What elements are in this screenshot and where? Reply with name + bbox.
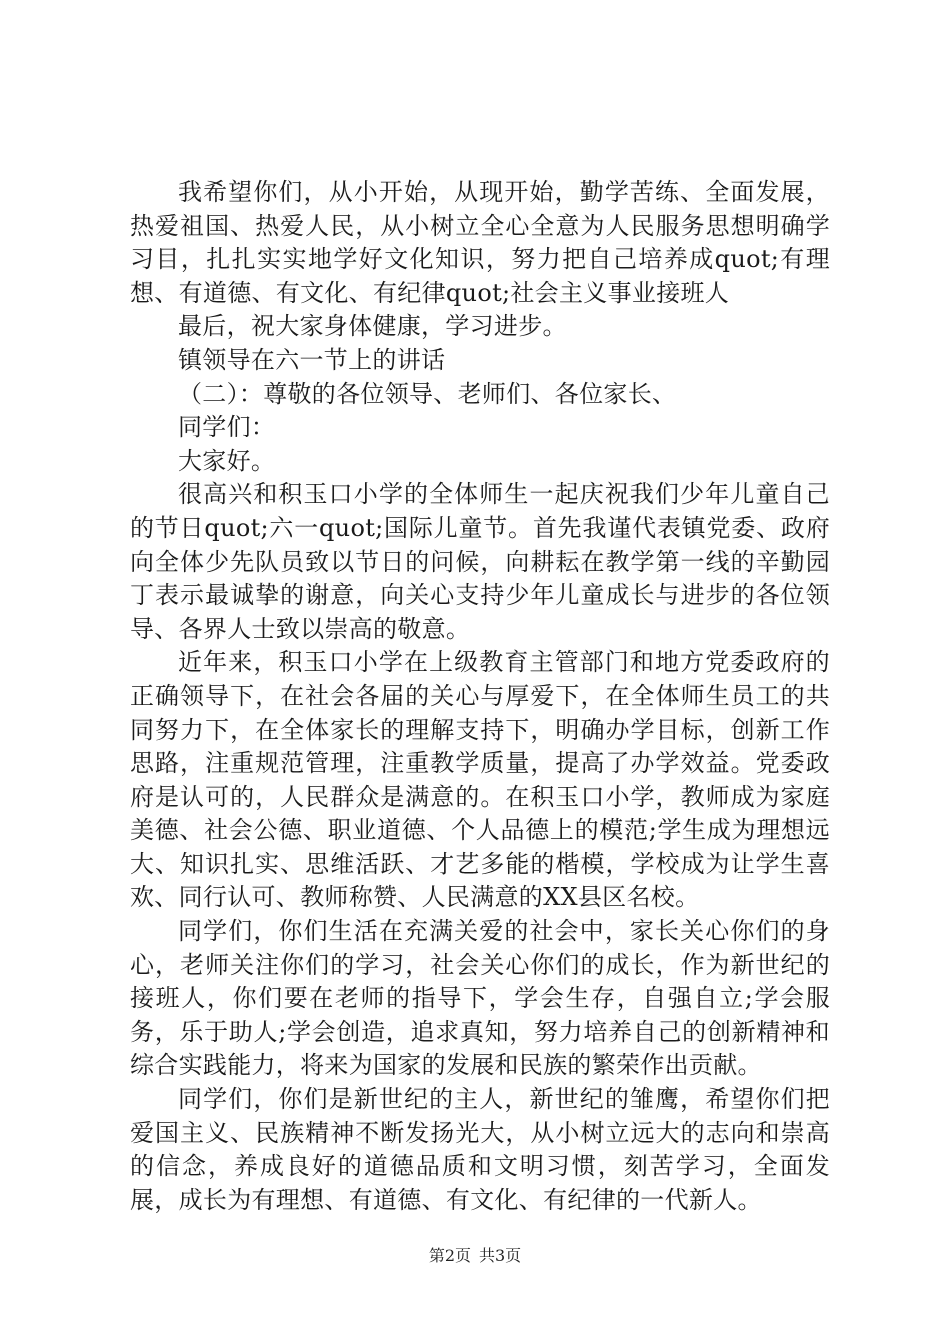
paragraph-closing-hope: 我希望你们，从小开始，从现开始，勤学苦练、全面发展，热爱祖国、热爱人民，从小树立全心全意为人民服务思想明确学习目，扎扎实实地学好文化知识，努力把自己培养成quot;有理想、有道德、有文化、有纪律quot;社会主义事业接班人: [130, 178, 830, 307]
page-footer: [0, 1246, 950, 1266]
speech-greeting: 大家好。: [178, 446, 276, 475]
paragraph-students-care: 同学们，你们生活在充满关爱的社会中，家长关心你们的身心，老师关注你们的学习，社会关心你们的成长，作为新世纪的接班人，你们要在老师的指导下，学会生存，自强自立;学会服务，乐于助人;学会创造，追求真知，努力培养自己的创新精神和综合实践能力，将来为国家的发展和民族的繁荣作出贡献。: [130, 917, 830, 1080]
page-total: 共3页: [479, 1246, 522, 1265]
document-body: [130, 176, 830, 1217]
paragraph-celebration: 很高兴和积玉口小学的全体师生一起庆祝我们少年儿童自己的节日quot;六一quot;国际儿童节。首先我谨代表镇党委、政府向全体少先队员致以节日的问候，向耕耘在教学第一线的辛勤园丁表示最诚挚的谢意，向关心支持少年儿童成长与进步的各位领导、各界人士致以崇高的敬意。: [130, 480, 830, 643]
speech-salutation: （二）：尊敬的各位领导、老师们、各位家长、: [178, 379, 677, 408]
speech-title: 镇领导在六一节上的讲话: [178, 345, 446, 374]
paragraph-school-achievements: 近年来，积玉口小学在上级教育主管部门和地方党委政府的正确领导下，在社会各届的关心与厚爱下，在全体师生员工的共同努力下，在全体家长的理解支持下，明确办学目标，创新工作思路，注重规范管理，注重教学质量，提高了办学效益。党委政府是认可的，人民群众是满意的。在积玉口小学，教师成为家庭美德、社会公德、职业道德、个人品德上的模范;学生成为理想远大、知识扎实、思维活跃、才艺多能的楷模，学校成为让学生喜欢、同行认可、教师称赞、人民满意的XX县区名校。: [130, 648, 830, 912]
paragraph-closing-wish: 最后，祝大家身体健康，学习进步。: [178, 312, 567, 341]
paragraph-students-future: 同学们，你们是新世纪的主人，新世纪的雏鹰，希望你们把爱国主义、民族精神不断发扬光大，从小树立远大的志向和崇高的信念，养成良好的道德品质和文明习惯，刻苦学习，全面发展，成长为有理想、有道德、有文化、有纪律的一代新人。: [130, 1085, 830, 1214]
speech-salutation-students: 同学们：: [178, 413, 276, 442]
page-number: 第2页: [428, 1246, 471, 1265]
